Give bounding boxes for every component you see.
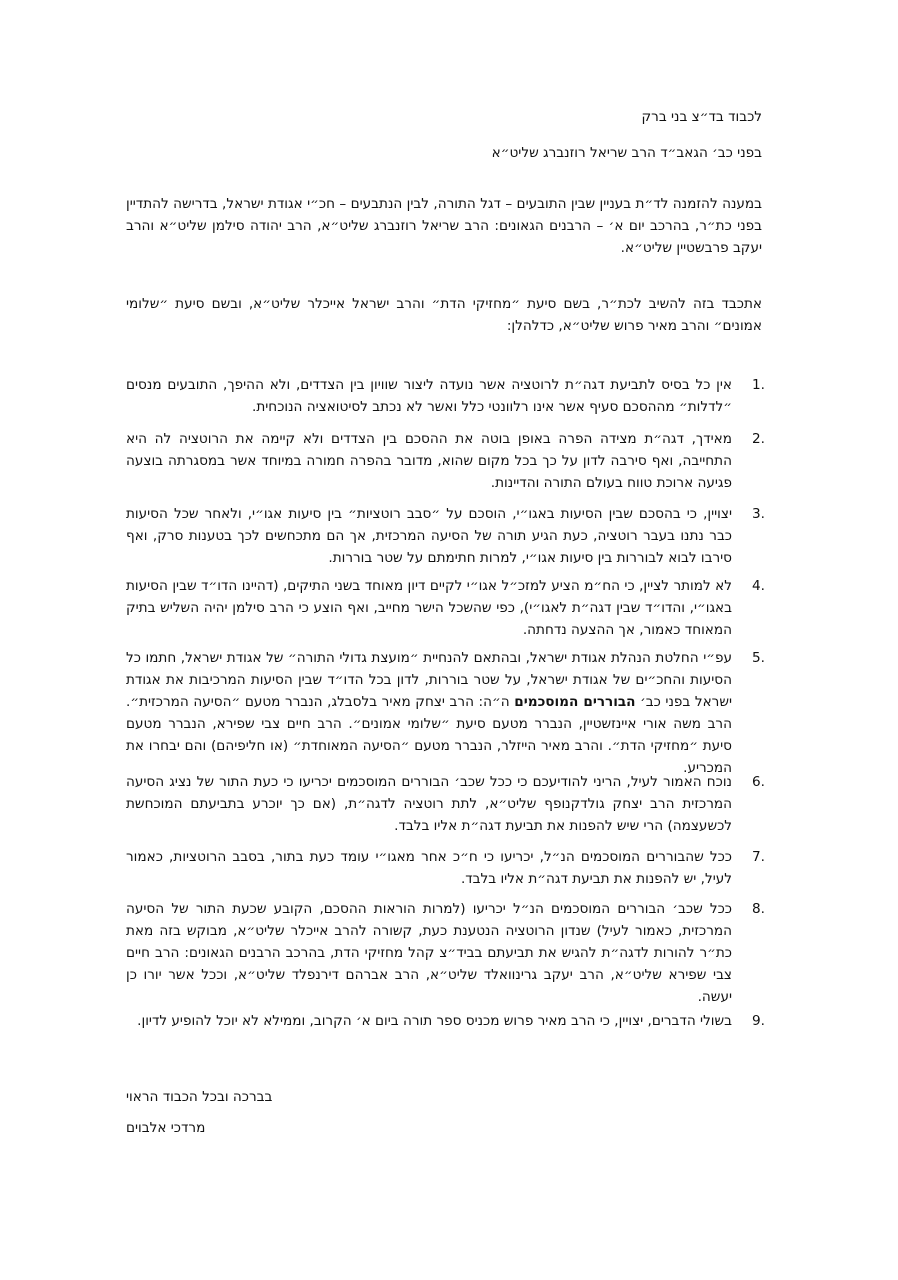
item-number: 4. <box>752 578 765 594</box>
item-number: 9. <box>752 1013 765 1029</box>
item-number: 3. <box>752 506 765 522</box>
list-item <box>126 503 765 569</box>
list-item <box>126 428 765 494</box>
list-item <box>126 771 765 837</box>
item-text: ככל שכב׳ הבוררים המוסכמים הנ״ל יכריעו (למרות הוראות ההסכם, הקובע שכעת התור של הסיעה המרכזית, כאמור לעיל) שנדון הרוטציה הנטענת כעת, קשורה להרב אייכלר שליט״א, מבוקש בזה מאת כת״ר להורות לדגה״ת להגיש את תביעתם בביד״צ קהל מחזיקי הדת, בהרכב הרבנים הגאונים: הרב חיים צבי שפירא שליט״א, הרב יעקב גרינוואלד שליט״א, הרב אברהם דירנפלד שליט״א, וככל אשר יורו כן יעשה. <box>126 901 732 1005</box>
addressee-line-1: לכבוד בד״צ בני ברק <box>641 109 762 125</box>
list-item <box>126 1010 765 1032</box>
item-text-part: ה״ה: הרב יצחק מאיר בלסבלג, הנברר מטעם ״הסיעה המרכזית״. הרב משה אורי איינזשטיין, הנברר מטעם סיעת ״שלומי אמונים״. הרב חיים צבי שפירא, הנברר מטעם סיעת ״מחזיקי הדת״. והרב מאיר הייזלר, הנברר מטעם ״הסיעה המאוחדת״ (או חליפיהם) והם יבחרו את המכריע. <box>126 694 732 776</box>
item-number: 8. <box>752 901 765 917</box>
arbitrators-emphasis: הבוררים המוסכמים <box>514 694 636 710</box>
signature: מרדכי אלבוים <box>126 1120 206 1136</box>
list-item <box>126 898 765 1008</box>
item-number: 7. <box>752 849 765 865</box>
intro-paragraph: במענה להזמנה לד״ת בעניין שבין התובעים – דגל התורה, לבין הנתבעים – חכ״י אגודת ישראל, בדרישה להתדיין בפני כת״ר, בהרכב יום א׳ – הרבנים הגאונים: הרב שריאל רוזנברג שליט״א, הרב יהודה סילמן שליט״א והרב יעקב פרבשטיין שליט״א. <box>126 196 762 256</box>
item-text-part: עפ״י החלטת הנהלת אגודת ישראל, ובהתאם להנחיית ״מועצת גדולי התורה״ של אגודת ישראל, חתמו כל הסיעות והחכ״ים של אגודת ישראל, על שטר בוררות, לדון בכל הדו״ד שבין הסיעות המרכיבות את אגודת ישראל בפני כב׳ <box>126 650 732 710</box>
closing-line: בברכה ובכל הכבוד הראוי <box>126 1089 273 1105</box>
item-text: יצויין, כי בהסכם שבין הסיעות באגו״י, הוסכם על ״סבב רוטציות״ בין סיעות אגו״י, ולאחר שכל הסיעות כבר נתנו בעבר רוטציה, כעת הגיע תורה של הסיעה המרכזית, אך הם מתכחשים לכך בטענות סרק, ואף סירבו לבוא לבוררות בין סיעות אגו״י, למרות חתימתם על שטר בוררות. <box>126 506 732 566</box>
reply-paragraph: אתכבד בזה להשיב לכת״ר, בשם סיעת ״מחזיקי הדת״ והרב ישראל אייכלר שליט״א, ובשם סיעת ״שלומי אמונים״ והרב מאיר פרוש שליט״א, כדלהלן: <box>126 296 762 334</box>
item-text <box>126 647 732 779</box>
list-item <box>126 846 765 890</box>
list-item <box>126 374 765 418</box>
list-item <box>126 575 765 641</box>
item-number: 5. <box>752 650 765 666</box>
item-text: בשולי הדברים, יצויין, כי הרב מאיר פרוש מכניס ספר תורה ביום א׳ הקרוב, וממילא לא יוכל להופיע לדיון. <box>137 1013 732 1029</box>
item-text: ככל שהבוררים המוסכמים הנ״ל, יכריעו כי ח״כ אחר מאגו״י עומד כעת בתור, בסבב הרוטציות, כאמור לעיל, יש להפנות את תביעת דגה״ת אליו בלבד. <box>126 849 732 887</box>
item-text: לא למותר לציין, כי הח״מ הציע למזכ״ל אגו״י לקיים דיון מאוחד בשני התיקים, (דהיינו הדו״ד שבין הסיעות באגו״י, והדו״ד שבין דגה״ת לאגו״י), כפי שהשכל הישר מחייב, ואף הוצע כי הרב סילמן יהיה השליש בתיק המאוחד כאמור, אך ההצעה נדחתה. <box>126 578 732 638</box>
item-text: מאידך, דגה״ת מצידה הפרה באופן בוטה את ההסכם בין הצדדים ולא קיימה את הרוטציה לה היא התחייבה, ואף סירבה לדון על כך בכל מקום שהוא, מדובר בהפרה חמורה במיוחד אשר במסגרתה בוצעה פגיעה ארוכת טווח בעולם התורה והדיינות. <box>126 431 732 491</box>
item-text: אין כל בסיס לתביעת דגה״ת לרוטציה אשר נועדה ליצור שוויון בין הצדדים, ולא ההיפך, התובעים מנסים ״לדלות״ מההסכם סעיף אשר אינו רלוונטי כלל ואשר לא נכתב לסיטואציה הנוכחית. <box>126 377 732 415</box>
item-number: 6. <box>752 774 765 790</box>
addressee-line-2: בפני כב׳ הגאב״ד הרב שריאל רוזנברג שליט״א <box>491 145 762 161</box>
item-number: 2. <box>752 431 765 447</box>
item-text: נוכח האמור לעיל, הריני להודיעכם כי ככל שכב׳ הבוררים המוסכמים יכריעו כי כעת התור של נציג הסיעה המרכזית הרב יצחק גולדקנופף שליט״א, לתת רוטציה לדגה״ת, (אם כך יוכרע בתביעתם המוכחשת לכשעצמה) הרי שיש להפנות את תביעת דגה״ת אליו בלבד. <box>126 774 732 834</box>
list-item <box>126 647 765 779</box>
item-number: 1. <box>752 377 765 393</box>
